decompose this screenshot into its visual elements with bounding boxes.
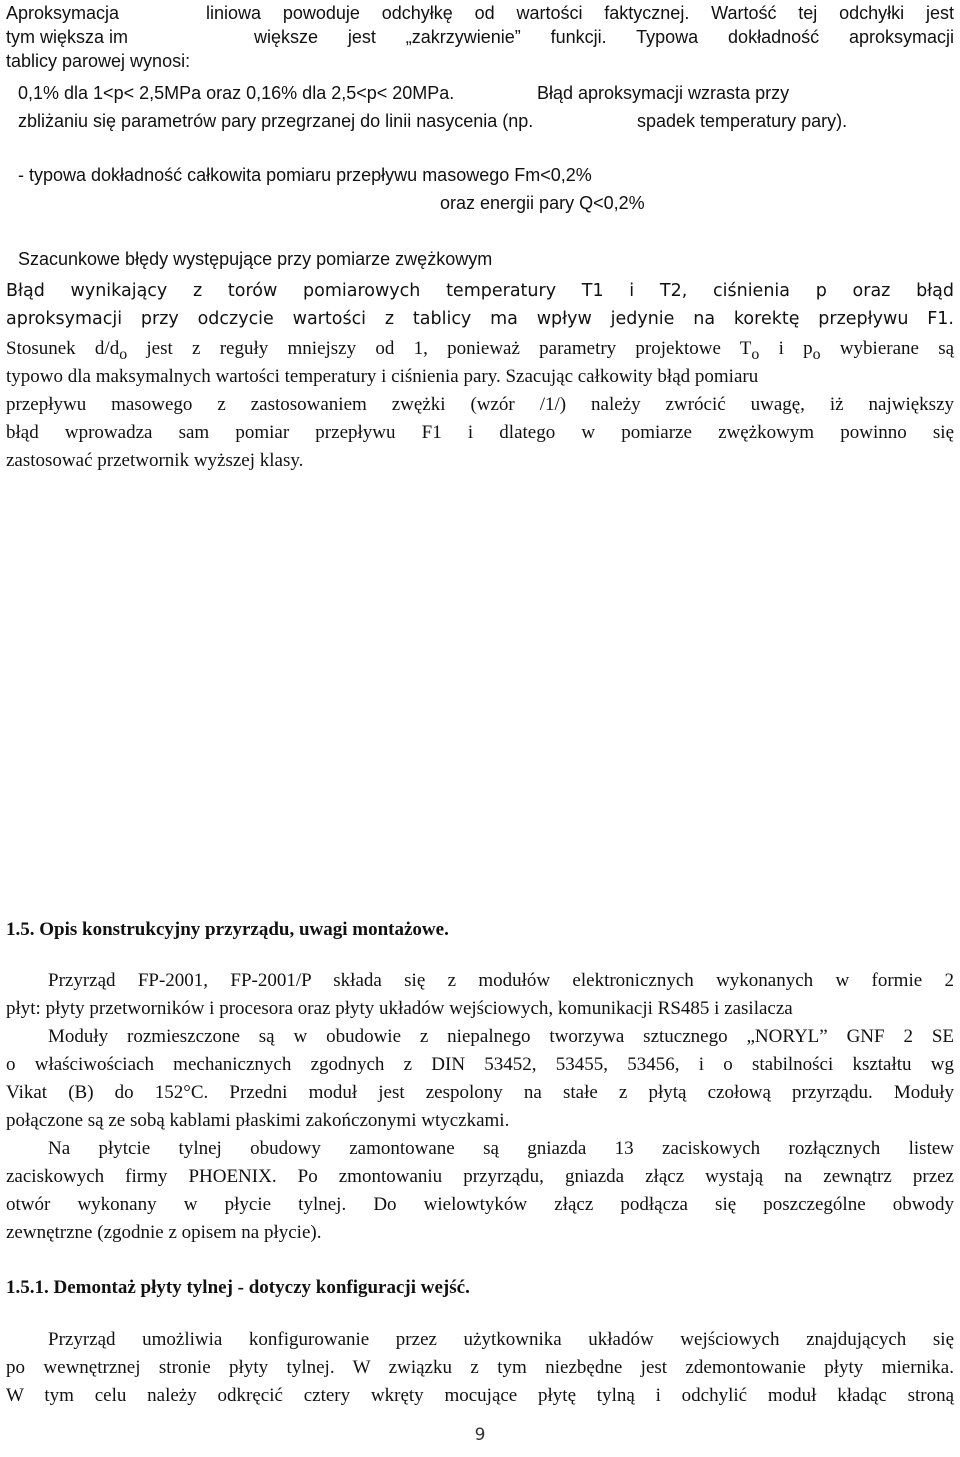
errors-line3-sub2: o [751,345,760,363]
s15-p2-line3: Vikat (B) do 152°C. Przedni moduł jest zespolony na stałe z płytą czołową przyrządu. Moduły [6,1082,954,1103]
errors-line4-a: typowo dla maksymalnych wartości temperatury i ciśnienia pary. [6,366,501,387]
errors-line7: zastosować przetwornik wyższej klasy. [6,450,304,471]
errors-line3-b: jest z reguły mniejszy od 1, ponieważ parametry projektowe T [127,338,752,359]
approx-line2-start: tym większa im [6,27,129,47]
approx-line5-start: zbliżaniu się parametrów pary przegrzanej do linii nasycenia (np. [18,111,534,131]
s151-p1-line3: W tym celu należy odkręcić cztery wkręty mocujące płytę tylną i odchylić moduł kładąc stroną [6,1385,954,1406]
approx-line1-start: Aproksymacja [6,3,120,23]
approx-line2-end: większe jest „zakrzywienie” funkcji. Typowa dokładność aproksymacji [254,27,954,47]
errors-line3-c: i p [759,338,813,359]
errors-line4 [6,364,954,390]
approx-line3: tablicy parowej wynosi: [6,51,191,71]
errors-line6: błąd wprowadza sam pomiar przepływu F1 i dlatego w pomiarze zwężkowym powinno się [6,422,954,443]
errors-line3-sub3: o [812,345,821,363]
s15-p1-line1: Przyrząd FP-2001, FP-2001/P składa się z modułów elektronicznych wykonanych w formie 2 [48,970,954,991]
s15-p2-line1: Moduły rozmieszczone są w obudowie z niepalnego tworzywa sztucznego „NORYL” GNF 2 SE [48,1026,954,1047]
errors-line4-b: Szacując całkowity błąd pomiaru [505,366,759,387]
errors-line3-a: Stosunek d/d [6,338,120,359]
s151-p1-line1: Przyrząd umożliwia konfigurowanie przez użytkownika układów wejściowych znajdujących się [48,1329,954,1350]
s15-p1-line2: płyt: płyty przetworników i procesora oraz płyty układów wejściowych, komunikacji RS485 i zasilacza [6,998,793,1019]
errors-line3-d: wybierane są [820,338,955,359]
errors-line5: przepływu masowego z zastosowaniem zwężki (wzór /1/) należy zwrócić uwagę, iż największy [6,394,954,415]
approx-line5-end: spadek temperatury pary). [637,111,848,131]
s15-p2-line4: połączone są ze sobą kablami płaskimi zakończonymi wtyczkami. [6,1110,510,1131]
s15-p2-line2: o właściwościach mechanicznych zgodnych z DIN 53452, 53455, 53456, i o stabilności kształtu wg [6,1054,954,1075]
errors-line3-sub1: o [119,345,128,363]
errors-line2: aproksymacji przy odczycie wartości z tablicy ma wpływ jedynie na korektę przepływu F1. [6,309,954,329]
section-1-5-heading: 1.5. Opis konstrukcyjny przyrządu, uwagi montażowe. [6,919,449,940]
approx-line1-end: liniowa powoduje odchyłkę od wartości faktycznej. Wartość tej odchyłki jest [206,3,954,23]
approx-line4-start: 0,1% dla 1<p< 2,5MPa oraz 0,16% dla 2,5<p< 20MPa. [18,83,455,103]
s15-p3-line3: otwór wykonany w płycie tylnej. Do wielowtyków złącz podłącza się poszczególne obwody [6,1194,954,1215]
accuracy-line1: - typowa dokładność całkowita pomiaru przepływu masowego Fm<0,2% [18,165,592,185]
errors-heading: Szacunkowe błędy występujące przy pomiarze zwężkowym [18,249,493,269]
s15-p3-line2: zaciskowych firmy PHOENIX. Po zmontowaniu przyrządu, gniazda złącz wystają na zewnątrz przez [6,1166,954,1187]
page-number: 9 [474,1425,486,1445]
approx-line4-end: Błąd aproksymacji wzrasta przy [537,83,790,103]
s15-p3-line1: Na płytcie tylnej obudowy zamontowane są gniazda 13 zaciskowych rozłącznych listew [48,1138,954,1159]
section-1-5-1-heading: 1.5.1. Demontaż płyty tylnej - dotyczy konfiguracji wejść. [6,1277,470,1298]
errors-line1: Błąd wynikający z torów pomiarowych temperatury T1 i T2, ciśnienia p oraz błąd [6,281,954,301]
s15-p3-line4: zewnętrzne (zgodnie z opisem na płycie). [6,1222,322,1243]
accuracy-line2: oraz energii pary Q<0,2% [440,193,645,213]
s151-p1-line2: po wewnętrznej stronie płyty tylnej. W związku z tym niezbędne jest zdemontowanie płyty miernika. [6,1357,954,1378]
